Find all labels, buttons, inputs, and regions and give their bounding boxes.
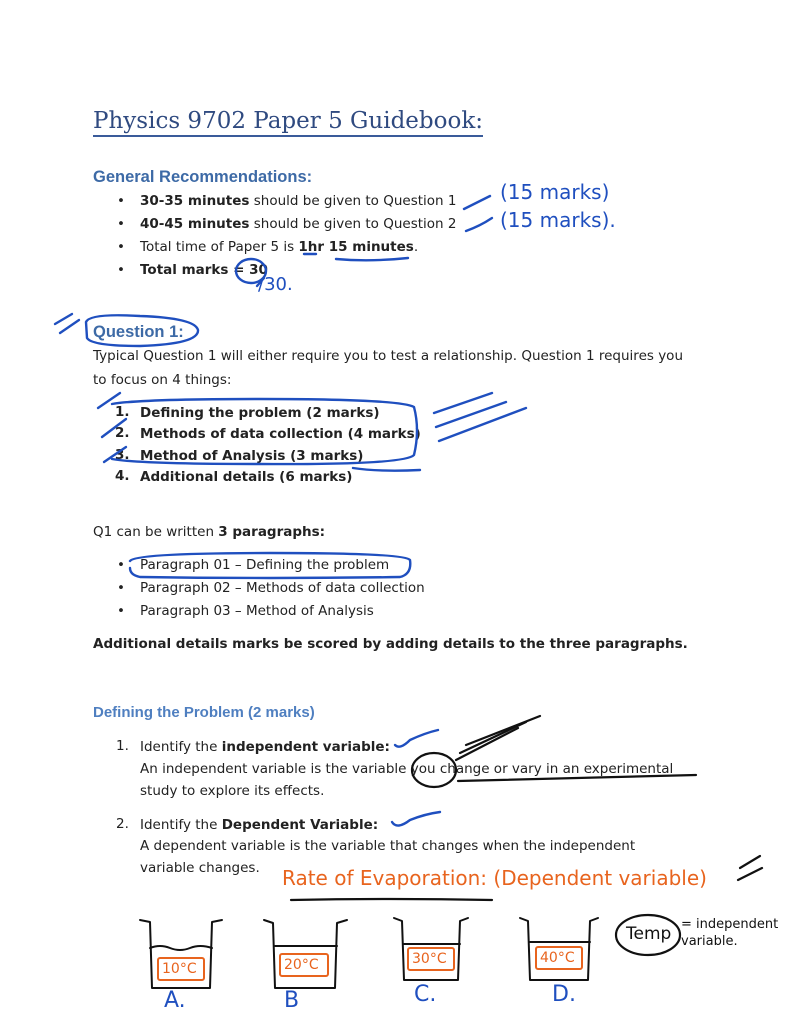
hatch-line bbox=[460, 722, 526, 753]
bullet: • bbox=[117, 216, 125, 232]
general-item-1-rest: should be given to Question 1 bbox=[249, 193, 457, 209]
annotation-rate: Rate of Evaporation: (Dependent variable) bbox=[282, 866, 707, 890]
general-item-1 bbox=[140, 192, 456, 210]
step-number: 2. bbox=[116, 816, 129, 832]
step-2-title bbox=[140, 816, 378, 834]
page-title: Physics 9702 Paper 5 Guidebook: bbox=[93, 108, 483, 137]
bullet: • bbox=[117, 262, 125, 278]
step-number: 1. bbox=[116, 738, 129, 754]
annotation-q1-marks: (15 marks) bbox=[500, 180, 610, 204]
step-1-line2: study to explore its effects. bbox=[140, 783, 325, 799]
general-item-3-pre: Total time of Paper 5 is bbox=[140, 239, 299, 255]
paragraphs-intro bbox=[93, 523, 325, 541]
thing-1: Defining the problem (2 marks) bbox=[140, 405, 380, 421]
additional-details-note: Additional details marks be scored by adding details to the three paragraphs. bbox=[93, 636, 688, 652]
thing-3: Method of Analysis (3 marks) bbox=[140, 448, 364, 464]
annotation-temp-note: = independent variable. bbox=[681, 917, 779, 949]
beaker-a-label: A. bbox=[164, 988, 186, 1013]
hatch-line bbox=[466, 716, 540, 745]
beaker-c-label: C. bbox=[414, 982, 437, 1007]
annotation-total: /30. bbox=[258, 274, 293, 295]
thing-2: Methods of data collection (4 marks) bbox=[140, 426, 421, 442]
bullet: • bbox=[117, 557, 125, 573]
water-a bbox=[150, 946, 212, 950]
double-slash bbox=[60, 320, 79, 333]
step-1-pre: Identify the bbox=[140, 739, 222, 755]
paragraphs-intro-bold: 3 paragraphs: bbox=[218, 524, 326, 540]
step-1-bold: independent variable: bbox=[221, 739, 390, 755]
general-item-3-bold: 1hr 15 minutes bbox=[298, 239, 414, 255]
annotation-q2-marks: (15 marks). bbox=[500, 208, 616, 232]
general-item-3-post: . bbox=[413, 239, 419, 255]
paragraph-item-3: Paragraph 03 – Method of Analysis bbox=[140, 603, 374, 619]
beaker-d-temp: 40°C bbox=[540, 950, 575, 966]
paragraphs-intro-pre: Q1 can be written bbox=[93, 524, 219, 540]
general-item-2-rest: should be given to Question 2 bbox=[249, 216, 457, 232]
annotation-temp: Temp bbox=[626, 924, 672, 944]
beaker-d-label: D. bbox=[552, 982, 576, 1007]
step-1-line1: An independent variable is the variable you change or vary in an experimental bbox=[140, 761, 674, 777]
step-2-line1: A dependent variable is the variable that changes when the independent bbox=[140, 838, 636, 854]
general-item-2-bold: 40-45 minutes bbox=[140, 216, 250, 232]
underline-stroke bbox=[291, 899, 492, 900]
hatch-line bbox=[439, 408, 526, 441]
double-slash bbox=[740, 856, 760, 868]
beaker-b-label: B bbox=[284, 988, 300, 1013]
bullet: • bbox=[117, 239, 125, 255]
thing-number: 2. bbox=[115, 425, 130, 441]
beaker-b-temp: 20°C bbox=[284, 957, 319, 973]
bullet: • bbox=[117, 580, 125, 596]
step-2-pre: Identify the bbox=[140, 817, 222, 833]
beaker-a bbox=[140, 920, 222, 988]
beaker-c bbox=[394, 918, 468, 980]
general-item-3 bbox=[140, 238, 418, 256]
paragraph-item-2: Paragraph 02 – Methods of data collection bbox=[140, 580, 425, 596]
thing-number: 1. bbox=[115, 404, 130, 420]
bullet: • bbox=[117, 603, 125, 619]
thing-number: 3. bbox=[115, 447, 130, 463]
beaker-c-temp: 30°C bbox=[412, 951, 447, 967]
check-stroke bbox=[466, 218, 492, 231]
defining-heading: Defining the Problem (2 marks) bbox=[93, 704, 315, 721]
step-2-line2: variable changes. bbox=[140, 860, 260, 876]
temp-boxes bbox=[158, 947, 582, 980]
thing-4: Additional details (6 marks) bbox=[140, 469, 353, 485]
hatch-line bbox=[434, 393, 492, 413]
bullet: • bbox=[117, 193, 125, 209]
question1-heading: Question 1: bbox=[93, 323, 184, 341]
general-item-4-bold: Total marks = 30 bbox=[140, 262, 268, 278]
double-slash bbox=[55, 314, 72, 324]
beaker-a-temp: 10°C bbox=[162, 961, 197, 977]
beaker-b bbox=[264, 920, 347, 988]
step-1-title bbox=[140, 738, 390, 756]
bracket-tail bbox=[353, 468, 420, 471]
question1-intro-line1: Typical Question 1 will either require you to test a relationship. Question 1 requires you bbox=[93, 348, 683, 364]
general-item-1-bold: 30-35 minutes bbox=[140, 193, 250, 209]
check-stroke bbox=[395, 730, 438, 747]
thing-number: 4. bbox=[115, 468, 130, 484]
general-heading: General Recommendations: bbox=[93, 168, 313, 186]
underline-stroke bbox=[336, 258, 408, 260]
beakers bbox=[140, 918, 598, 988]
step-2-bold: Dependent Variable: bbox=[221, 817, 379, 833]
general-item-4 bbox=[140, 261, 268, 279]
paragraph-item-1: Paragraph 01 – Defining the problem bbox=[140, 557, 390, 573]
double-slash bbox=[738, 868, 762, 880]
check-stroke bbox=[392, 812, 440, 826]
question1-intro-line2: to focus on 4 things: bbox=[93, 372, 232, 388]
check-stroke bbox=[464, 196, 490, 209]
hatch-line bbox=[436, 402, 506, 427]
hatch-line bbox=[456, 728, 518, 760]
beaker-d bbox=[520, 918, 598, 980]
general-item-2 bbox=[140, 215, 456, 233]
